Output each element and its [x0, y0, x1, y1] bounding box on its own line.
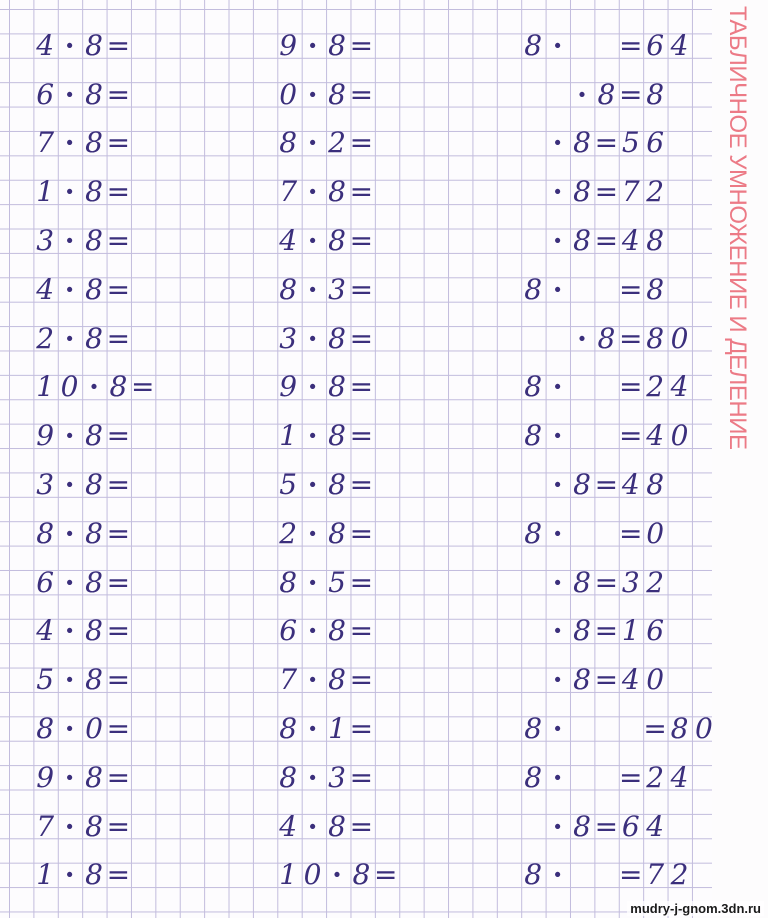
exercise-row: [0, 363, 712, 412]
exercise-row: [0, 558, 712, 607]
exercise-row: [0, 655, 712, 704]
exercise-c3: · 8 = 8: [577, 77, 665, 111]
exercise-c1: 4 · 8 =: [36, 614, 131, 648]
exercise-c2: 8 · 1 =: [279, 712, 374, 746]
exercise-row: [0, 704, 712, 753]
exercise-c3: 8 · = 8: [524, 272, 665, 306]
exercise-c2: 6 · 8 =: [279, 614, 374, 648]
exercise-c1: 7 · 8 =: [36, 809, 131, 843]
exercise-c1: 4 · 8 =: [36, 272, 131, 306]
exercise-row: [0, 411, 712, 460]
exercise-c1: 3 · 8 =: [36, 468, 131, 502]
exercise-row: [0, 167, 712, 216]
exercise-c3: 8 · = 2 4: [524, 760, 689, 794]
exercise-c3: · 8 = 6 4: [552, 809, 665, 843]
exercise-c3: · 8 = 7 2: [552, 175, 665, 209]
exercise-c1: 7 · 8 =: [36, 126, 131, 160]
exercise-c2: 7 · 8 =: [279, 663, 374, 697]
exercise-c3: · 8 = 3 2: [552, 565, 665, 599]
exercise-c3: 8 · = 4 0: [524, 419, 689, 453]
exercise-c3: 8 · = 7 2: [524, 858, 689, 892]
exercise-c3: 8 · = 8 0: [524, 712, 713, 746]
exercise-c1: 6 · 8 =: [36, 77, 131, 111]
exercise-c1: 9 · 8 =: [36, 419, 131, 453]
exercise-c1: 5 · 8 =: [36, 663, 131, 697]
exercise-row: [0, 21, 712, 70]
exercise-c2: 8 · 3 =: [279, 272, 374, 306]
exercise-c2: 8 · 3 =: [279, 760, 374, 794]
exercise-row: [0, 460, 712, 509]
side-title: ТАБЛИЧНОЕ УМНОЖЕНИЕ И ДЕЛЕНИЕ: [724, 6, 751, 450]
exercise-row: [0, 216, 712, 265]
exercise-c2: 8 · 5 =: [279, 565, 374, 599]
exercise-row: [0, 851, 712, 900]
exercise-c2: 7 · 8 =: [279, 175, 374, 209]
exercise-c2: 3 · 8 =: [279, 321, 374, 355]
exercise-c3: · 8 = 5 6: [552, 126, 665, 160]
exercise-c1: 1 · 8 =: [36, 858, 131, 892]
exercise-c2: 9 · 8 =: [279, 28, 374, 62]
exercise-c1: 6 · 8 =: [36, 565, 131, 599]
exercise-c1: 8 · 0 =: [36, 712, 131, 746]
exercise-row: [0, 509, 712, 558]
exercise-row: [0, 265, 712, 314]
exercise-c2: 9 · 8 =: [279, 370, 374, 404]
exercise-row: [0, 802, 712, 851]
exercise-c1: 1 0 · 8 =: [36, 370, 155, 404]
exercise-row: [0, 753, 712, 802]
exercise-c2: 1 0 · 8 =: [279, 858, 398, 892]
exercise-c2: 0 · 8 =: [279, 77, 374, 111]
exercise-row: [0, 119, 712, 168]
exercise-c3: · 8 = 8 0: [577, 321, 689, 355]
exercise-row: [0, 607, 712, 656]
watermark: mudry-j-gnom.3dn.ru: [627, 901, 764, 916]
exercise-c1: 8 · 8 =: [36, 516, 131, 550]
exercise-c1: 4 · 8 =: [36, 28, 131, 62]
exercise-c2: 2 · 8 =: [279, 516, 374, 550]
exercise-c3: · 8 = 4 0: [552, 663, 665, 697]
exercise-c2: 4 · 8 =: [279, 224, 374, 258]
exercise-c2: 4 · 8 =: [279, 809, 374, 843]
exercise-c1: 9 · 8 =: [36, 760, 131, 794]
exercise-c3: · 8 = 4 8: [552, 468, 665, 502]
exercise-c1: 3 · 8 =: [36, 224, 131, 258]
exercise-c2: 8 · 2 =: [279, 126, 374, 160]
exercise-c3: 8 · = 0: [524, 516, 665, 550]
exercise-c2: 1 · 8 =: [279, 419, 374, 453]
exercise-c1: 2 · 8 =: [36, 321, 131, 355]
exercise-c3: 8 · = 2 4: [524, 370, 689, 404]
exercise-row: [0, 314, 712, 363]
exercise-c3: · 8 = 4 8: [552, 224, 665, 258]
exercise-c3: · 8 = 1 6: [552, 614, 665, 648]
exercise-c3: 8 · = 6 4: [524, 28, 689, 62]
exercise-c1: 1 · 8 =: [36, 175, 131, 209]
exercise-row: [0, 70, 712, 119]
exercise-c2: 5 · 8 =: [279, 468, 374, 502]
